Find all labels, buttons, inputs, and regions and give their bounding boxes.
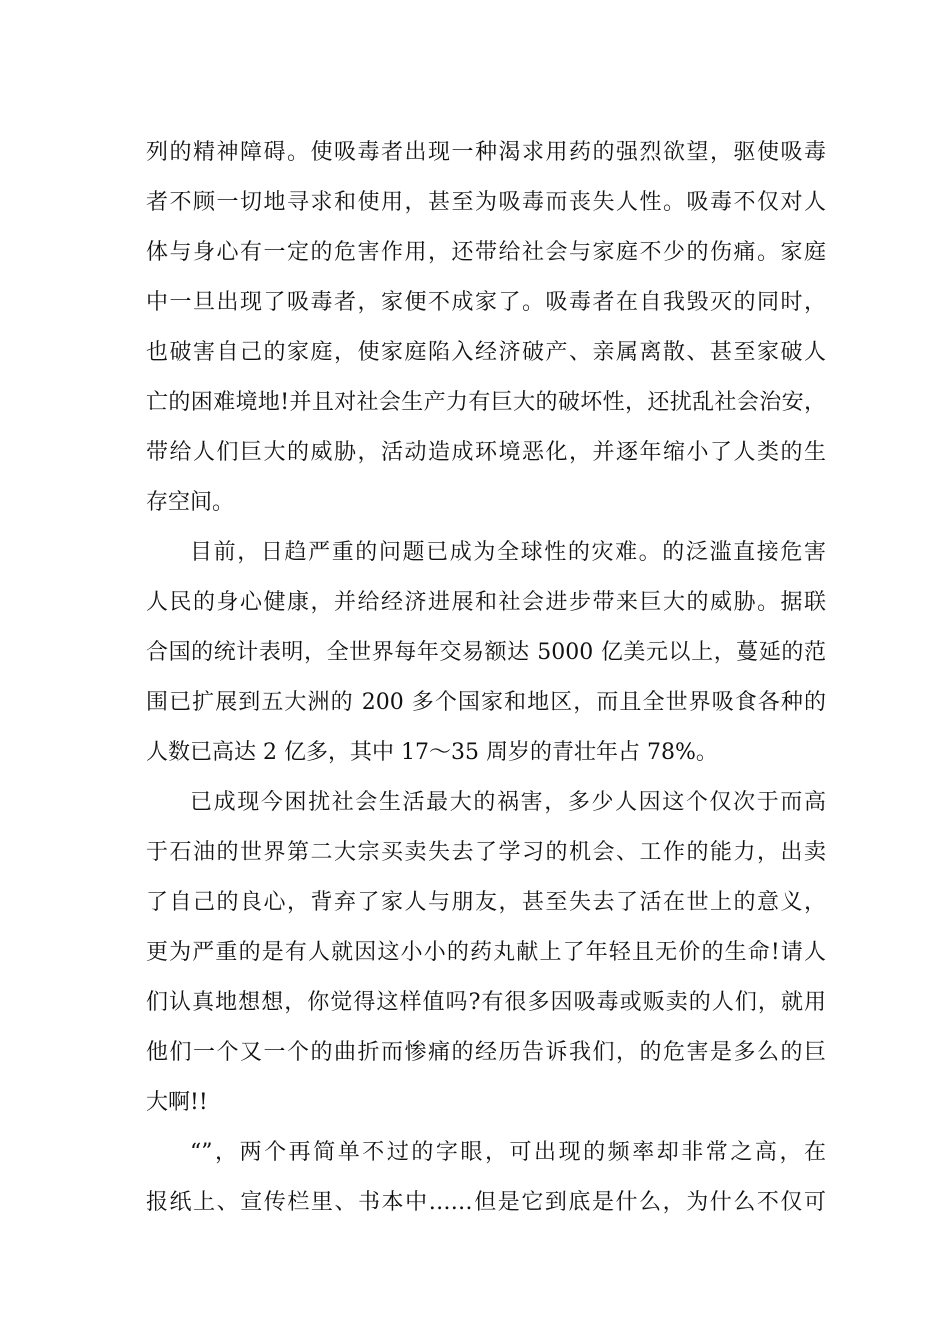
text-line: 存空间。 <box>146 490 235 515</box>
text-line: 亡的困难境地!并且对社会生产力有巨大的破坏性，还扰乱社会治安， <box>146 390 826 415</box>
text-line: 他们一个又一个的曲折而惨痛的经历告诉我们，的危害是多么的巨 <box>146 1040 826 1065</box>
text-line: 大啊!! <box>146 1090 208 1115</box>
text-line: 者不顾一切地寻求和使用，甚至为吸毒而丧失人性。吸毒不仅对人 <box>146 190 826 215</box>
text-line: 于石油的世界第二大宗买卖失去了学习的机会、工作的能力，出卖 <box>146 840 826 865</box>
text-line: 报纸上、宣传栏里、书本中……但是它到底是什么，为什么不仅可 <box>146 1190 826 1215</box>
text-line: 合国的统计表明，全世界每年交易额达 5000 亿美元以上，蔓延的范 <box>146 640 826 665</box>
text-line: 列的精神障碍。使吸毒者出现一种渴求用药的强烈欲望，驱使吸毒 <box>146 140 826 165</box>
paragraph-first-line: 目前，日趋严重的问题已成为全球性的灾难。的泛滥直接危害 <box>190 540 826 565</box>
text-line: 更为严重的是有人就因这小小的药丸献上了年轻且无价的生命!请人 <box>146 940 826 965</box>
paragraph-first-line: “”，两个再简单不过的字眼，可出现的频率却非常之高，在 <box>190 1140 826 1165</box>
text-line: 人数已高达 2 亿多，其中 17～35 周岁的青壮年占 78%。 <box>146 740 718 765</box>
text-line: 带给人们巨大的威胁，活动造成环境恶化，并逐年缩小了人类的生 <box>146 440 826 465</box>
body-text <box>146 128 826 1228</box>
text-line: 们认真地想想，你觉得这样值吗?有很多因吸毒或贩卖的人们，就用 <box>146 990 826 1015</box>
text-line: 中一旦出现了吸毒者，家便不成家了。吸毒者在自我毁灭的同时， <box>146 290 826 315</box>
paragraph-first-line: 已成现今困扰社会生活最大的祸害，多少人因这个仅次于而高 <box>190 790 826 815</box>
text-line: 围已扩展到五大洲的 200 多个国家和地区，而且全世界吸食各种的 <box>146 690 826 715</box>
text-line: 体与身心有一定的危害作用，还带给社会与家庭不少的伤痛。家庭 <box>146 240 826 265</box>
text-line: 也破害自己的家庭，使家庭陷入经济破产、亲属离散、甚至家破人 <box>146 340 826 365</box>
text-line: 人民的身心健康，并给经济进展和社会进步带来巨大的威胁。据联 <box>146 590 826 615</box>
text-line: 了自己的良心，背弃了家人与朋友，甚至失去了活在世上的意义， <box>146 890 826 915</box>
